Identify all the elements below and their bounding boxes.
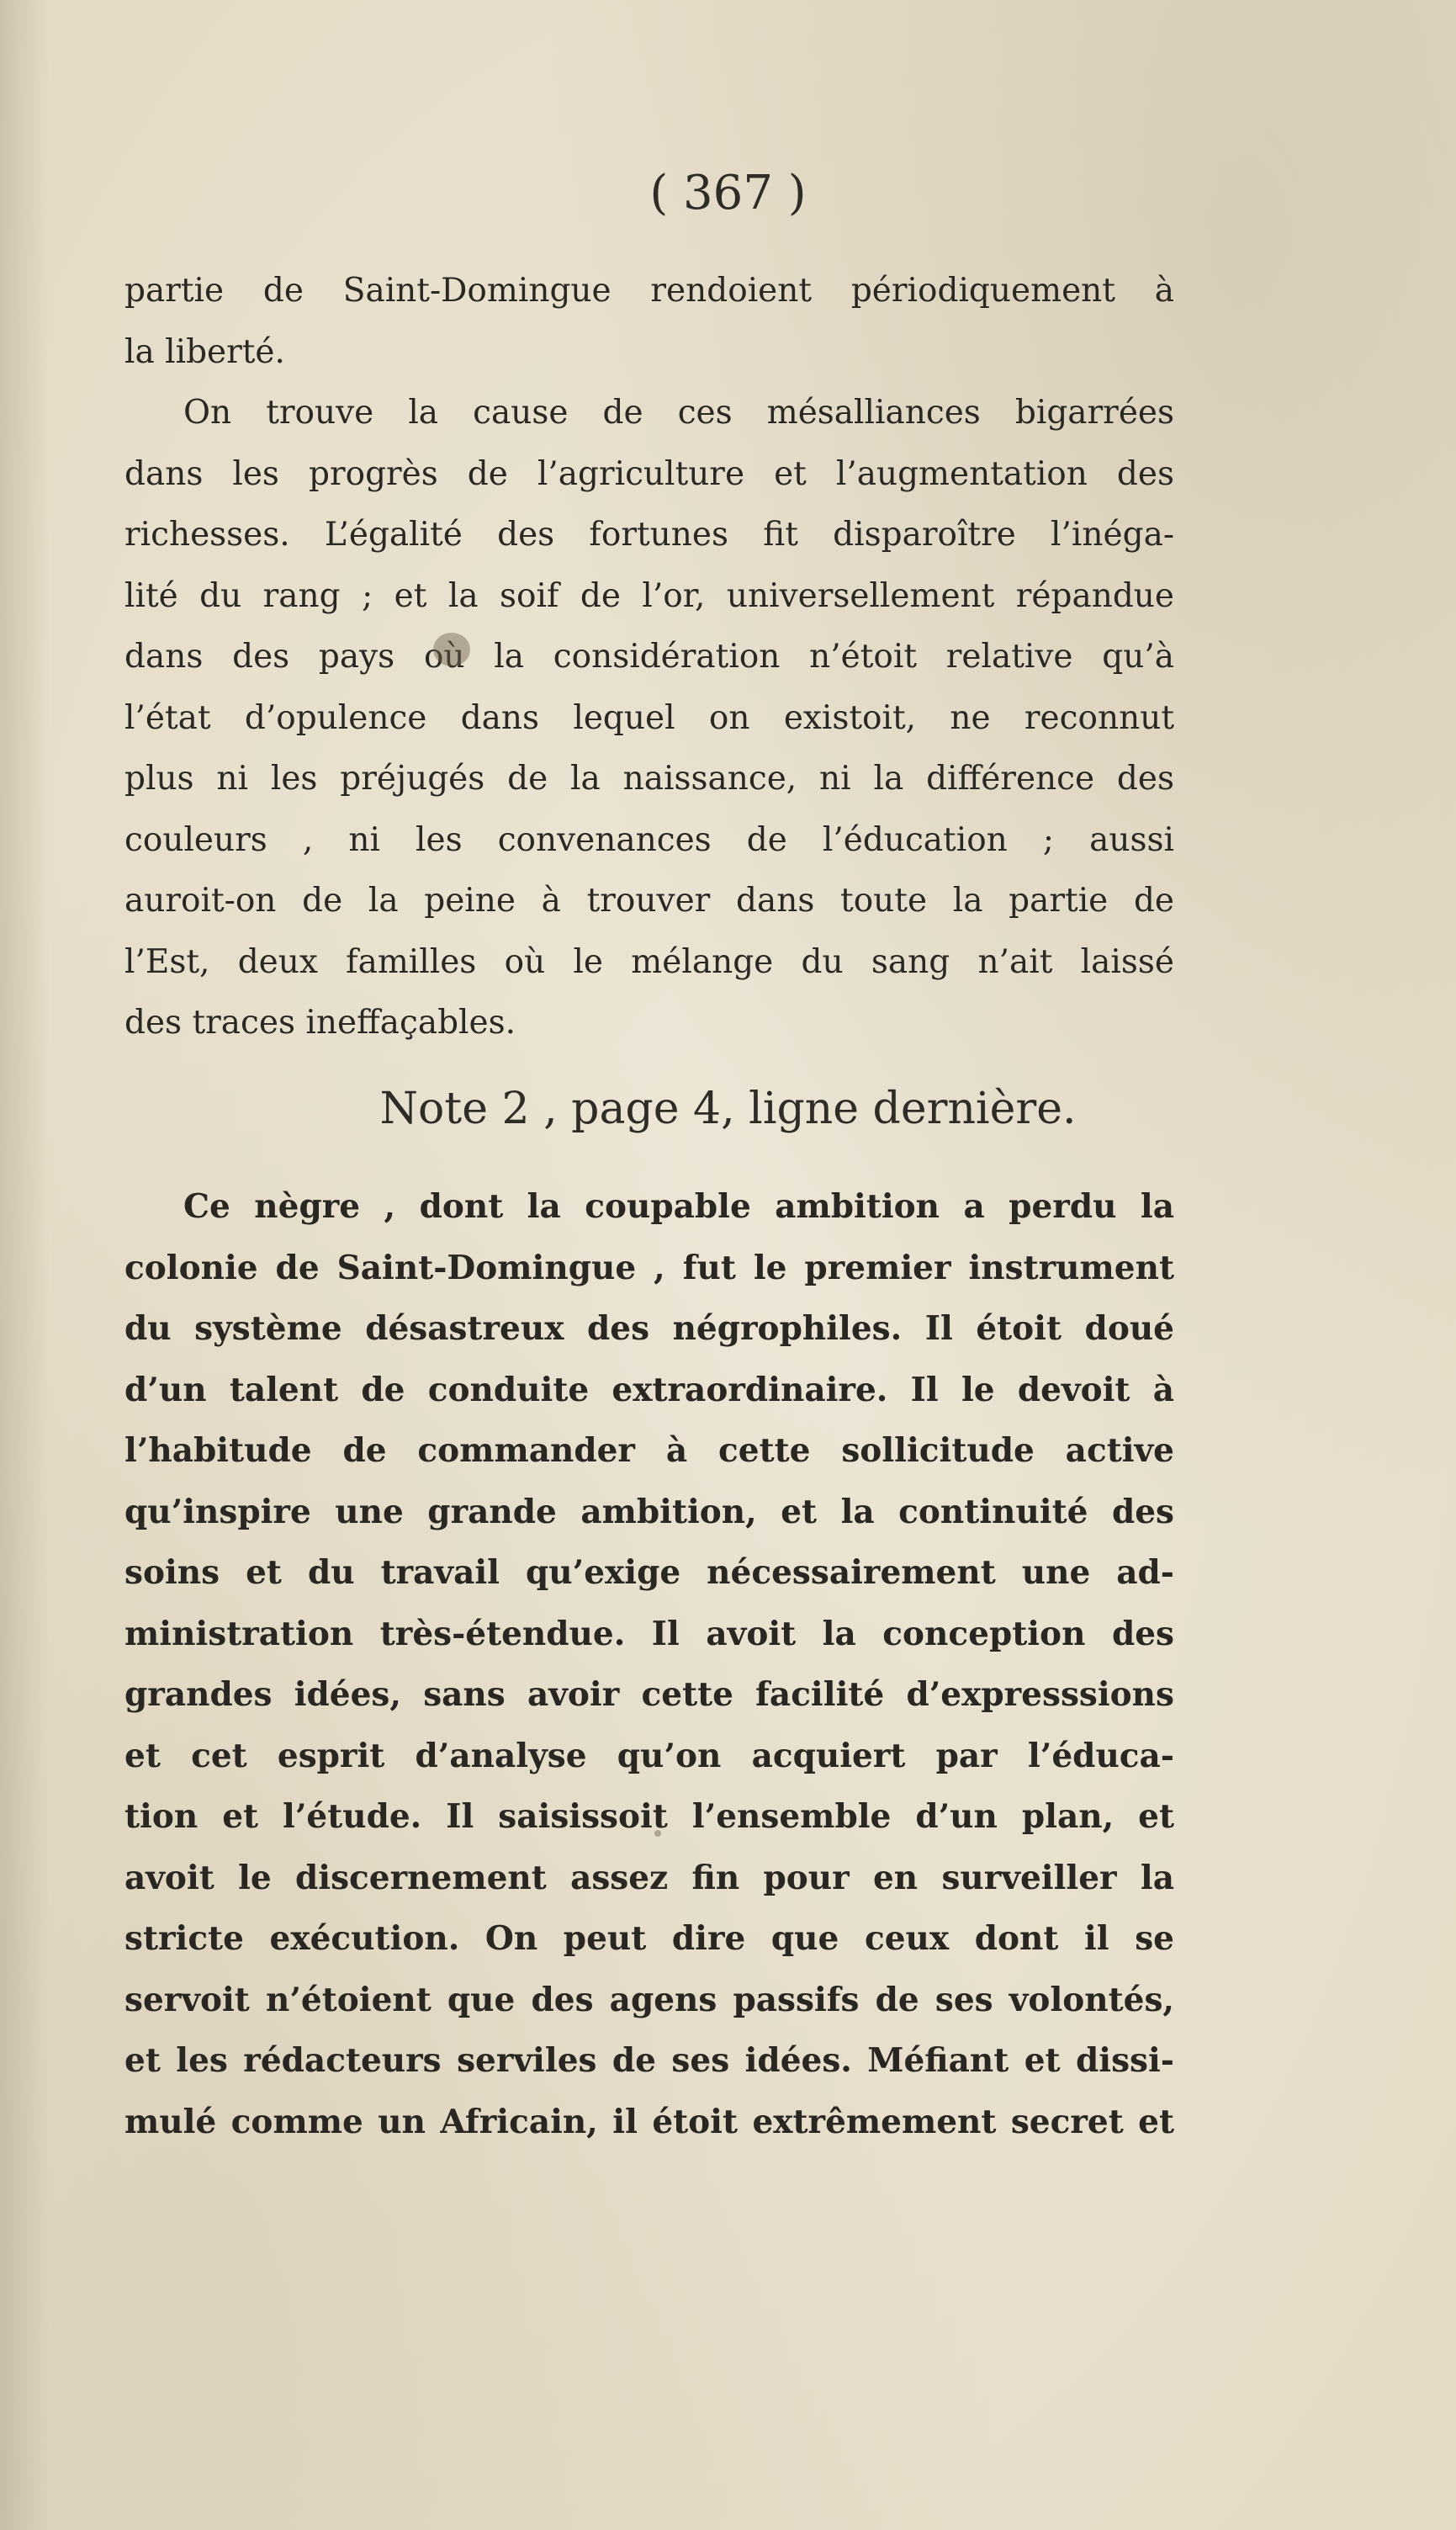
text-line: dans des pays où la considération n’étoit relative qu’à — [124, 638, 1174, 676]
text-line: servoit n’étoient que des agens passifs de ses volontés, — [124, 1980, 1174, 2019]
text-line: ministration très-étendue. Il avoit la conception des — [124, 1614, 1174, 1653]
note-heading: Note 2 , page 4, ligne dernière. — [379, 1084, 1077, 1134]
text-line: auroit-on de la peine à trouver dans toute la partie de — [124, 882, 1174, 920]
paragraph-2 — [124, 1176, 1174, 2152]
text-line: avoit le discernement assez fin pour en surveiller la — [124, 1858, 1174, 1897]
text-line: soins et du travail qu’exige nécessairement une ad- — [124, 1553, 1174, 1592]
paragraph-1 — [124, 261, 1174, 1054]
text-line: tion et l’étude. Il saisissoit l’ensemble d’un plan, et — [124, 1797, 1174, 1836]
text-line: et cet esprit d’analyse qu’on acquiert par l’éduca- — [124, 1736, 1174, 1775]
text-line: qu’inspire une grande ambition, et la continuité des — [124, 1492, 1174, 1531]
text-line: lité du rang ; et la soif de l’or, universellement répandue — [124, 576, 1174, 615]
text-line: l’habitude de commander à cette sollicitude active — [124, 1431, 1174, 1470]
text-line: plus ni les préjugés de la naissance, ni la différence des — [124, 760, 1174, 798]
text-line: et les rédacteurs serviles de ses idées. Méfiant et dissi- — [124, 2041, 1174, 2080]
page-fold-shadow — [0, 0, 50, 2530]
text-line: Ce nègre , dont la coupable ambition a perdu la — [183, 1187, 1174, 1226]
text-line: du système désastreux des négrophiles. Il étoit doué — [124, 1309, 1174, 1348]
text-line: des traces ineffaçables. — [124, 1004, 516, 1042]
text-line: richesses. L’égalité des fortunes fit disparoître l’inéga- — [124, 516, 1174, 554]
text-line: dans les progrès de l’agriculture et l’augmentation des — [124, 454, 1174, 493]
text-line: d’un talent de conduite extraordinaire. Il le devoit à — [124, 1370, 1174, 1409]
text-line: stricte exécution. On peut dire que ceux dont il se — [124, 1919, 1174, 1958]
text-line: mulé comme un Africain, il étoit extrêmement secret et — [124, 2102, 1174, 2141]
ink-speck — [654, 1830, 661, 1837]
text-line: partie de Saint-Domingue rendoient périodiquement à — [124, 272, 1174, 310]
text-line: la liberté. — [124, 332, 285, 371]
page-number: ( 367 ) — [649, 166, 807, 220]
text-line: l’Est, deux familles où le mélange du sang n’ait laissé — [124, 942, 1174, 981]
text-line: l’état d’opulence dans lequel on existoit, ne reconnut — [124, 698, 1174, 737]
text-line: colonie de Saint-Domingue , fut le premier instrument — [124, 1248, 1174, 1287]
ink-blot — [433, 633, 470, 666]
text-line: couleurs , ni les convenances de l’éducation ; aussi — [124, 820, 1174, 859]
text-line: grandes idées, sans avoir cette facilité d’expresssions — [124, 1675, 1174, 1714]
text-line: On trouve la cause de ces mésalliances bigarrées — [183, 394, 1174, 432]
